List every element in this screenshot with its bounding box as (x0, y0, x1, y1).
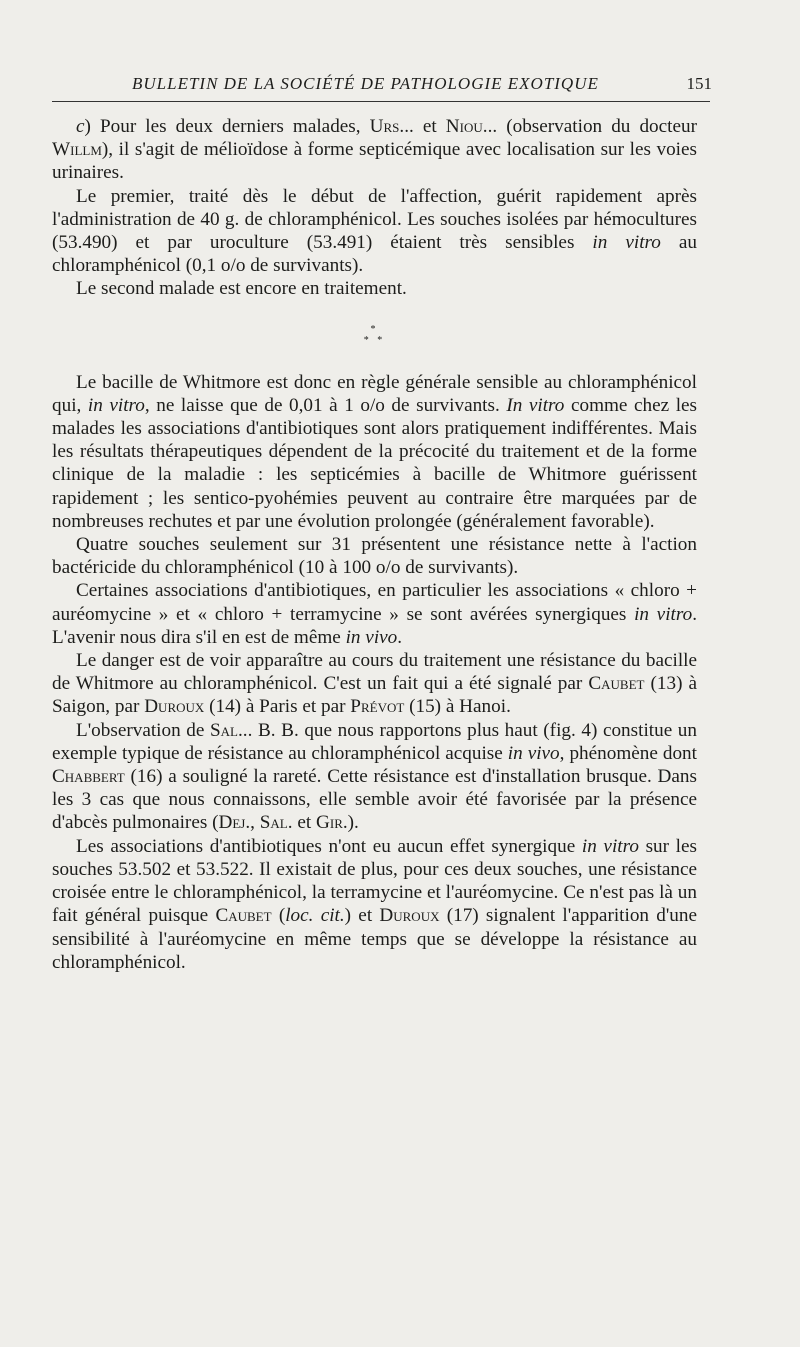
separator-star-top: * (370, 323, 379, 335)
author-name: Gir (316, 812, 343, 834)
paragraph-9: Les associations d'antibiotiques n'ont eu aucun effet synergique in vitro sur les souches 53.502 et 53.522. Il existait de plus, pour ces deux souches, une résistance croisée entre le chloramphénicol, la terramycine et l'auréomycine. Ce n'est pas là un fait général puisque Caubet (loc. cit.) et Duroux (17) signalent l'apparition d'une sensibilité à l'auréomycine en même temps que se développe la résistance au chloramphénicol. (52, 835, 698, 973)
paragraph-2: Le premier, traité dès le début de l'affection, guérit rapidement après l'administration de 40 g. de chloramphénicol. Les souches isolées par hémocultures (53.490) et par uroculture (53.491) étaient très sensibles in vitro au chloramphénicol (0,1 o/o de survivants). (52, 185, 697, 277)
author-name: Caubet (588, 673, 645, 695)
author-name: Caubet (215, 905, 272, 927)
journal-title: BULLETIN DE LA SOCIÉTÉ DE PATHOLOGIE EXOTIQUE (132, 74, 599, 93)
author-name: Urs (369, 116, 400, 137)
separator-stars-bottom: * * (363, 334, 386, 346)
article-body (52, 115, 697, 974)
paragraph-8: L'observation de Sal... B. B. que nous rapportons plus haut (fig. 4) constitue un exemple typique de résistance au chloramphénicol acquise in vivo, phénomène dont Chabbert (16) a souligné la rareté. Cette résistance est d'installation brusque. Dans les 3 cas que nous connaissons, elle semble avoir été favorisée par la présence d'abcès pulmonaires (Dej., Sal. et Gir.). (52, 719, 697, 834)
author-name: Chabbert (52, 766, 125, 788)
author-name: Prévot (350, 696, 405, 718)
author-name: Duroux (144, 696, 205, 718)
author-name: Niou (445, 116, 483, 137)
author-name: Sal (209, 719, 238, 741)
paragraph-4: Le bacille de Whitmore est donc en règle générale sensible au chloramphénicol qui, in vitro, ne laisse que de 0,01 à 1 o/o de survivants. In vitro comme chez les malades les associations d'antibiotiques sont alors pratiquement indifférentes. Mais les résultats thérapeutiques dépendent de la précocité du traitement et de la forme clinique de la maladie : les septicémies à bacille de Whitmore guérissent rapidement ; les sentico-pyohémies peuvent au contraire être marquées par de nombreuses rechutes et par une évolution prolongée (généralement favorable). (52, 371, 698, 532)
paragraph-3: Le second malade est encore en traitement. (76, 278, 407, 300)
author-name: Willm (52, 139, 102, 161)
paragraph-6: Certaines associations d'antibiotiques, en particulier les associations « chloro + auréomycine » et « chloro + terramycine » se sont avérées synergiques in vitro. L'avenir nous dira s'il en est de même in vivo. (52, 580, 698, 648)
header-rule (52, 101, 710, 102)
author-name: Sal (259, 812, 288, 834)
running-header (52, 68, 712, 98)
author-name: Dej (218, 812, 246, 834)
section-separator (52, 324, 697, 346)
paragraph-1: c) Pour les deux derniers malades, Urs... et Niou... (observation du docteur Willm), il s'agit de mélioïdose à forme septicémique avec localisation sur les voies urinaires. (52, 116, 697, 184)
paragraph-7: Le danger est de voir apparaître au cours du traitement une résistance du bacille de Whitmore au chloramphénicol. C'est un fait qui a été signalé par Caubet (13) à Saigon, par Duroux (14) à Paris et par Prévot (15) à Hanoi. (52, 650, 698, 718)
paragraph-5: Quatre souches seulement sur 31 présentent une résistance nette à l'action bactéricide du chloramphénicol (10 à 100 o/o de survivants). (52, 534, 697, 579)
author-name: Duroux (379, 905, 440, 927)
page-number: 151 (686, 74, 712, 93)
